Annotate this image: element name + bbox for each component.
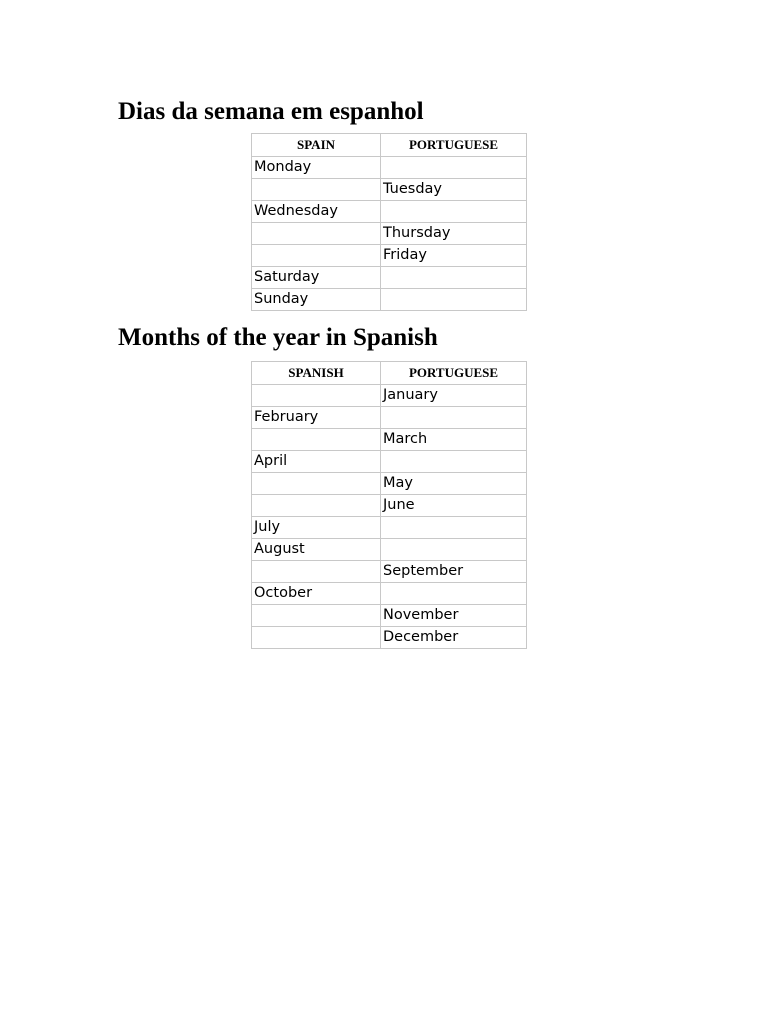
- table-row: [252, 267, 527, 289]
- column-header-spain: SPAIN: [252, 134, 381, 157]
- table-cell: March: [381, 429, 527, 451]
- table-cell: Sunday: [252, 289, 381, 311]
- table-cell: November: [381, 605, 527, 627]
- column-header-spanish: SPANISH: [252, 362, 381, 385]
- table-row: [252, 429, 527, 451]
- table-row: [252, 245, 527, 267]
- table-row: [252, 473, 527, 495]
- table-cell: [381, 267, 527, 289]
- table-cell: Tuesday: [381, 179, 527, 201]
- table-cell: May: [381, 473, 527, 495]
- days-heading: Dias da semana em espanhol: [118, 98, 424, 125]
- table-cell: August: [252, 539, 381, 561]
- table-cell: [252, 429, 381, 451]
- table-cell: [381, 451, 527, 473]
- table-row: [252, 451, 527, 473]
- table-row: [252, 495, 527, 517]
- table-cell: [381, 517, 527, 539]
- table-header-row: [252, 134, 527, 157]
- table-cell: April: [252, 451, 381, 473]
- table-header-row: [252, 362, 527, 385]
- months-heading: Months of the year in Spanish: [118, 324, 438, 351]
- table-cell: Wednesday: [252, 201, 381, 223]
- table-row: [252, 157, 527, 179]
- table-cell: January: [381, 385, 527, 407]
- column-header-portuguese: PORTUGUESE: [381, 134, 527, 157]
- table-cell: [252, 495, 381, 517]
- table-cell: Monday: [252, 157, 381, 179]
- table-cell: June: [381, 495, 527, 517]
- table-cell: [381, 407, 527, 429]
- table-cell: Friday: [381, 245, 527, 267]
- table-cell: Saturday: [252, 267, 381, 289]
- table-cell: [381, 157, 527, 179]
- table-cell: [381, 201, 527, 223]
- table-row: [252, 385, 527, 407]
- table-cell: [252, 605, 381, 627]
- table-cell: [381, 539, 527, 561]
- table-cell: [381, 583, 527, 605]
- table-row: [252, 201, 527, 223]
- table-cell: October: [252, 583, 381, 605]
- table-cell: September: [381, 561, 527, 583]
- table-row: [252, 561, 527, 583]
- table-cell: [252, 223, 381, 245]
- table-cell: [252, 627, 381, 649]
- table-row: [252, 223, 527, 245]
- table-row: [252, 583, 527, 605]
- table-row: [252, 517, 527, 539]
- table-cell: Thursday: [381, 223, 527, 245]
- table-row: [252, 407, 527, 429]
- table-row: [252, 627, 527, 649]
- table-row: [252, 539, 527, 561]
- days-table: [251, 133, 527, 311]
- months-table: [251, 361, 527, 649]
- table-cell: [252, 245, 381, 267]
- table-cell: [252, 561, 381, 583]
- table-cell: February: [252, 407, 381, 429]
- table-cell: [252, 179, 381, 201]
- column-header-portuguese: PORTUGUESE: [381, 362, 527, 385]
- table-row: [252, 289, 527, 311]
- table-cell: [252, 385, 381, 407]
- table-row: [252, 605, 527, 627]
- table-cell: [252, 473, 381, 495]
- table-cell: July: [252, 517, 381, 539]
- table-cell: December: [381, 627, 527, 649]
- table-row: [252, 179, 527, 201]
- table-cell: [381, 289, 527, 311]
